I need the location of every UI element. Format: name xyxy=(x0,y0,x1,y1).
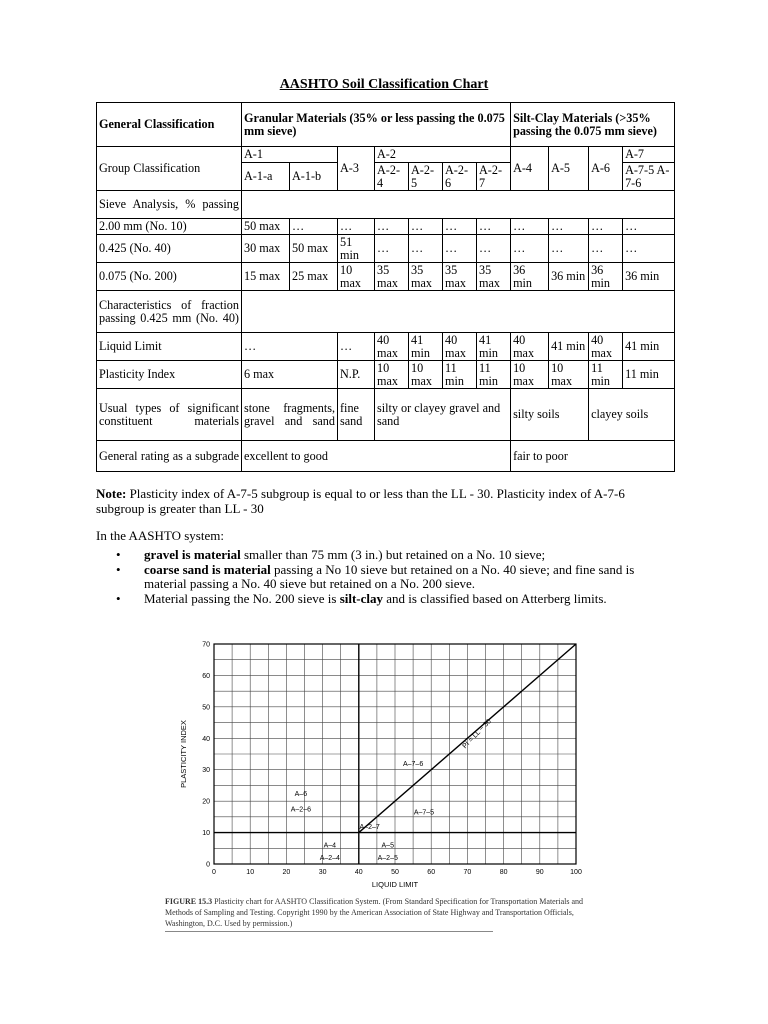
sieve-2-00-value: … xyxy=(477,219,511,235)
sieve-0-075-value: 10 max xyxy=(338,263,375,291)
sieve-0-075-value: 36 min xyxy=(511,263,549,291)
sieve-0-425-value: 30 max xyxy=(242,235,290,263)
sieve-0-075-value: 36 min xyxy=(589,263,623,291)
region-label: A–2–6 xyxy=(290,806,312,814)
x-tick-label: 80 xyxy=(499,869,508,876)
gravel-definition: smaller than 75 mm (3 in.) but retained on a No. 10 sieve; xyxy=(240,547,546,562)
usual-types-label: Usual types of significant constituent materials xyxy=(97,389,242,441)
plasticity-index-value: 11 min xyxy=(443,361,477,389)
sieve-0-425-value: … xyxy=(623,235,675,263)
sieve-0-075-value: 36 min xyxy=(549,263,589,291)
list-item xyxy=(96,563,676,592)
x-tick-label: 70 xyxy=(463,869,472,876)
region-label: A–6 xyxy=(294,790,308,798)
liquid-limit-value: 40 max xyxy=(511,333,549,361)
sieve-0-425-value: 51 min xyxy=(338,235,375,263)
region-label: A–7–5 xyxy=(413,809,435,817)
chart-minor-grid xyxy=(214,644,576,864)
plasticity-index-value: 10 max xyxy=(375,361,409,389)
liquid-limit-value: 41 min xyxy=(623,333,675,361)
characteristics-label: Characteristics of fraction passing 0.425 mm (No. 40) xyxy=(97,291,242,333)
sieve-0-075-value: 35 max xyxy=(443,263,477,291)
bullet-icon: • xyxy=(116,590,121,606)
silt-clay-term: silt-clay xyxy=(339,590,384,606)
plasticity-index-value: 11 min xyxy=(589,361,623,389)
sieve-2-00-value: … xyxy=(443,219,477,235)
liquid-limit-value: 41 min xyxy=(477,333,511,361)
bullet-icon: • xyxy=(116,547,121,562)
region-label: A–4 xyxy=(323,842,337,850)
silt-clay-lead: Material passing the No. 200 sieve is xyxy=(144,590,340,606)
region-label: A–7–6 xyxy=(402,760,424,768)
usual-types-a2: silty or clayey gravel and sand xyxy=(375,389,511,441)
usual-types-silty: silty soils xyxy=(511,389,589,441)
sieve-0-075-value: 36 min xyxy=(623,263,675,291)
plasticity-index-label: Plasticity Index xyxy=(97,361,242,389)
x-tick-label: 0 xyxy=(212,869,216,876)
plasticity-chart xyxy=(160,636,600,892)
sieve-2-00-value: … xyxy=(409,219,443,235)
sieve-2-00-value: … xyxy=(375,219,409,235)
usual-types-a3: fine sand xyxy=(338,389,375,441)
plasticity-index-value: 11 min xyxy=(623,361,675,389)
gravel-term: gravel is material xyxy=(144,547,241,562)
sieve-0-075-value: 35 max xyxy=(375,263,409,291)
group-a1: A-1 xyxy=(242,147,338,163)
sieve-0-425-value: 50 max xyxy=(290,235,338,263)
liquid-limit-a1: … xyxy=(242,333,338,361)
bullet-icon: • xyxy=(116,561,121,577)
x-tick-label: 60 xyxy=(427,869,436,876)
x-tick-label: 10 xyxy=(246,869,255,876)
sieve-0-075-label: 0.075 (No. 200) xyxy=(97,263,242,291)
y-tick-label: 50 xyxy=(202,704,210,712)
sieve-0-425-value: … xyxy=(549,235,589,263)
rating-silt-clay: fair to poor xyxy=(511,441,675,472)
y-tick-label: 10 xyxy=(202,830,210,838)
sieve-0-075-value: 25 max xyxy=(290,263,338,291)
sieve-2-00-label: 2.00 mm (No. 10) xyxy=(97,219,242,235)
sand-definition: passing a No 10 sieve but retained on a No. 40 sieve; and fine sand is material passing a No. 40 sieve but retained on a No. 200 sieve. xyxy=(144,561,635,591)
figure-caption xyxy=(165,896,605,929)
group-a2: A-2 xyxy=(375,147,511,163)
region-label: A–2–4 xyxy=(319,855,340,863)
chart-region-labels xyxy=(291,761,434,862)
x-tick-label: 30 xyxy=(318,869,327,876)
sieve-2-00-value: … xyxy=(549,219,589,235)
group-a2-6: A-2-6 xyxy=(443,163,477,191)
group-a7: A-7 xyxy=(623,147,675,163)
chart-ticks xyxy=(202,642,582,877)
region-label: A–5 xyxy=(381,842,394,850)
document-title: AASHTO Soil Classification Chart xyxy=(279,77,489,92)
group-a2-4: A-2-4 xyxy=(375,163,409,191)
region-label: A–2–5 xyxy=(377,855,398,863)
silt-clay-materials-header: Silt-Clay Materials (>35% passing the 0.075 mm sieve) xyxy=(511,103,675,147)
plasticity-index-a3: N.P. xyxy=(338,361,375,389)
group-a4: A-4 xyxy=(511,147,549,191)
definition-list xyxy=(96,548,676,606)
sieve-2-00-value: … xyxy=(290,219,338,235)
plasticity-index-value: 10 max xyxy=(409,361,443,389)
general-classification-header: General Classification xyxy=(97,103,242,147)
liquid-limit-value: 41 min xyxy=(409,333,443,361)
group-a1-b: A-1-b xyxy=(290,163,338,191)
x-tick-label: 20 xyxy=(282,869,291,876)
y-tick-label: 60 xyxy=(202,672,210,680)
sieve-0-425-value: … xyxy=(443,235,477,263)
liquid-limit-a3: … xyxy=(338,333,375,361)
sieve-analysis-blank xyxy=(242,191,675,219)
group-a7-subgroups: A-7-5 A-7-6 xyxy=(623,163,675,191)
sieve-0-075-value: 15 max xyxy=(242,263,290,291)
x-tick-label: 50 xyxy=(391,869,399,876)
y-axis-label: PLASTICITY INDEX xyxy=(179,720,188,788)
sieve-0-425-value: … xyxy=(589,235,623,263)
group-a1-a: A-1-a xyxy=(242,163,290,191)
characteristics-blank xyxy=(242,291,675,333)
liquid-limit-value: 41 min xyxy=(549,333,589,361)
pi-line-label: PI = LL − 30 xyxy=(461,718,493,751)
plasticity-index-value: 10 max xyxy=(511,361,549,389)
caption-rule xyxy=(165,931,493,932)
rating-granular: excellent to good xyxy=(242,441,511,472)
note-paragraph xyxy=(96,486,676,516)
plasticity-index-value: 11 min xyxy=(477,361,511,389)
x-axis-label: LIQUID LIMIT xyxy=(371,880,419,889)
liquid-limit-value: 40 max xyxy=(375,333,409,361)
list-item xyxy=(96,592,676,607)
sieve-2-00-value: 50 max xyxy=(242,219,290,235)
liquid-limit-label: Liquid Limit xyxy=(97,333,242,361)
group-a3: A-3 xyxy=(338,147,375,191)
plasticity-index-value: 10 max xyxy=(549,361,589,389)
silt-clay-definition: and is classified based on Atterberg limits. xyxy=(383,590,607,606)
caption-label: FIGURE 15.3 xyxy=(165,897,213,906)
caption-text: Plasticity chart for AASHTO Classification System. (From Standard Specification for Transportation Materials and Methods of Sampling and Testing. Copyright 1990 by the American Association of State Highway and Transportation Officials, Washington, D.C. Used by permission.) xyxy=(165,897,584,928)
sieve-0-425-label: 0.425 (No. 40) xyxy=(97,235,242,263)
group-a6: A-6 xyxy=(589,147,623,191)
y-tick-label: 30 xyxy=(202,767,210,775)
sieve-analysis-label: Sieve Analysis, % passing xyxy=(97,191,242,219)
x-tick-label: 40 xyxy=(354,869,363,876)
aashto-classification-table xyxy=(96,102,675,472)
group-a2-7: A-2-7 xyxy=(477,163,511,191)
sieve-0-425-value: … xyxy=(409,235,443,263)
group-classification-label: Group Classification xyxy=(97,147,242,191)
usual-types-a1: stone fragments, gravel and sand xyxy=(242,389,338,441)
x-tick-label: 90 xyxy=(535,869,544,876)
liquid-limit-value: 40 max xyxy=(589,333,623,361)
y-tick-label: 20 xyxy=(202,798,210,806)
granular-materials-header: Granular Materials (35% or less passing the 0.075 mm sieve) xyxy=(242,103,511,147)
general-rating-label: General rating as a subgrade xyxy=(97,441,242,472)
usual-types-clayey: clayey soils xyxy=(589,389,675,441)
note-label: Note: xyxy=(96,486,127,501)
y-tick-label: 70 xyxy=(202,641,210,649)
x-tick-label: 100 xyxy=(570,869,582,876)
sand-term: coarse sand is material xyxy=(144,561,271,577)
plasticity-index-a1: 6 max xyxy=(242,361,338,389)
group-a2-5: A-2-5 xyxy=(409,163,443,191)
sieve-0-075-value: 35 max xyxy=(477,263,511,291)
intro-text: In the AASHTO system: xyxy=(96,528,224,543)
sieve-2-00-value: … xyxy=(338,219,375,235)
sieve-2-00-value: … xyxy=(589,219,623,235)
sieve-0-075-value: 35 max xyxy=(409,263,443,291)
group-a5: A-5 xyxy=(549,147,589,191)
note-text: Plasticity index of A-7-5 subgroup is equal to or less than the LL - 30. Plasticity index of A-7-6 subgroup is greater than LL - 30 xyxy=(96,486,625,516)
liquid-limit-value: 40 max xyxy=(443,333,477,361)
sieve-2-00-value: … xyxy=(511,219,549,235)
region-label: A–2–7 xyxy=(359,823,380,831)
sieve-0-425-value: … xyxy=(477,235,511,263)
sieve-0-425-value: … xyxy=(511,235,549,263)
sieve-2-00-value: … xyxy=(623,219,675,235)
sieve-0-425-value: … xyxy=(375,235,409,263)
y-tick-label: 0 xyxy=(206,861,210,869)
y-tick-label: 40 xyxy=(202,735,210,743)
list-item xyxy=(96,548,676,563)
